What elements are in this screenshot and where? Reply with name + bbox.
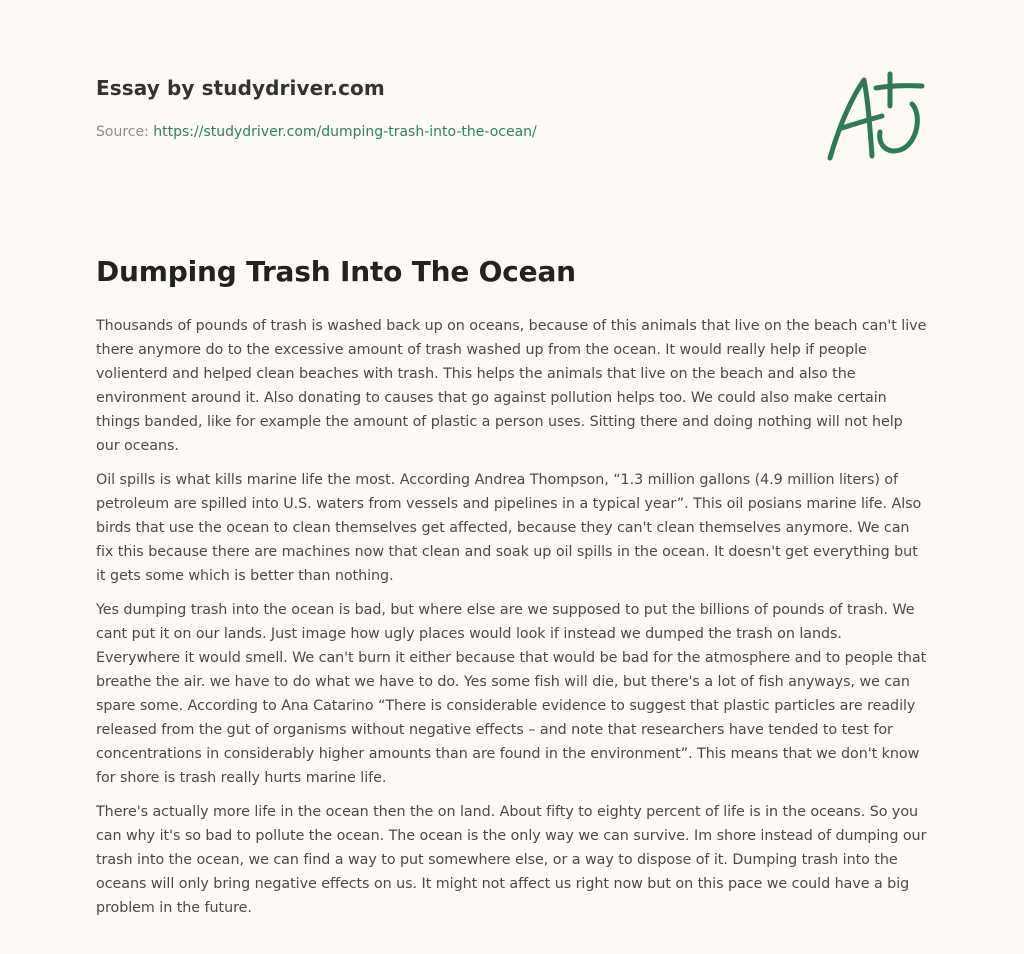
paragraph: Yes dumping trash into the ocean is bad, but where else are we supposed to put the billions of pounds of trash. We cant put it on our lands. Just image how ugly places would look if instead we dumped the trash on lands. Everywhere it would smell. We can't burn it either because that would be bad for the atmosphere and to people that breathe the air. we have to do what we have to do. Yes some fish will die, but there's a lot of fish anyways, we can spare some. According to Ana Catarino “There is considerable evidence to suggest that plastic particles are readily released from the gut of organisms without negative effects – and note that researchers have tended to test for concentrations in considerably higher amounts than are found in the environment”. This means that we don't know for shore is trash really hurts marine life.	[96, 602, 927, 786]
document-title: Dumping Trash Into The Ocean	[96, 255, 576, 288]
a-plus-grade-icon	[824, 70, 928, 166]
source-link[interactable]: https://studydriver.com/dumping-trash-into-the-ocean/	[153, 124, 537, 140]
site-title: Essay by studydriver.com	[96, 76, 385, 100]
source-label: Source:	[96, 124, 154, 140]
source-line	[96, 124, 537, 140]
paragraph: There's actually more life in the ocean then the on land. About fifty to eighty percent of life is in the oceans. So you can why it's so bad to pollute the ocean. The ocean is the only way we can survive. Im shore instead of dumping our trash into the ocean, we can find a way to put somewhere else, or a way to dispose of it. Dumping trash into the oceans will only bring negative effects on us. It might not affect us right now but on this pace we could have a big problem in the future.	[96, 804, 927, 916]
paragraph: Thousands of pounds of trash is washed back up on oceans, because of this animals that live on the beach can't live there anymore do to the excessive amount of trash washed up from the ocean. It would really help if people volienterd and helped clean beaches with trash. This helps the animals that live on the beach and also the environment around it. Also donating to causes that go against pollution helps too. We could also make certain things banded, like for example the amount of plastic a person uses. Sitting there and doing nothing will not help our oceans.	[96, 318, 927, 454]
essay-body	[96, 314, 928, 930]
paragraph: Oil spills is what kills marine life the most. According Andrea Thompson, “1.3 million gallons (4.9 million liters) of petroleum are spilled into U.S. waters from vessels and pipelines in a typical year”. This oil posians marine life. Also birds that use the ocean to clean themselves get affected, because they can't clean themselves anymore. We can fix this because there are machines now that clean and soak up oil spills in the ocean. It doesn't get everything but it gets some which is better than nothing.	[96, 472, 922, 584]
